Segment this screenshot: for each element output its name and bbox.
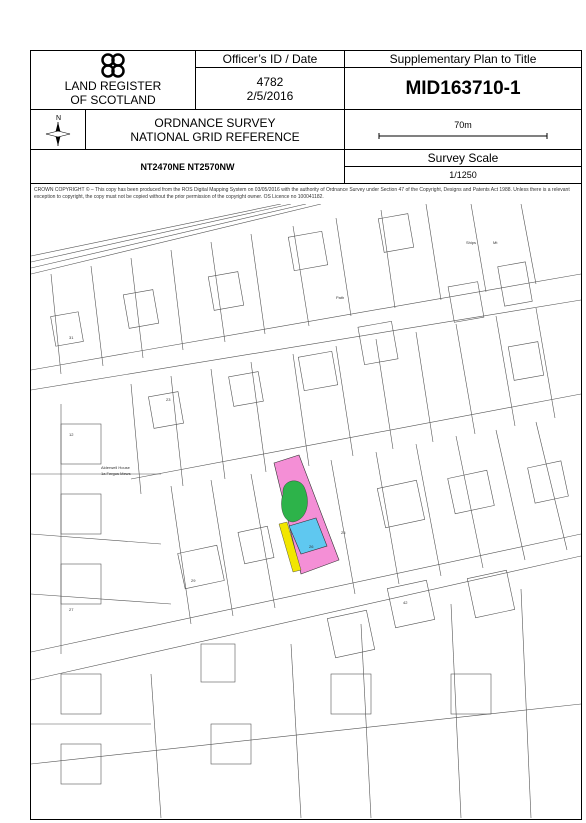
- grid-references: NT2470NE NT2570NW: [30, 149, 345, 184]
- survey-scale: 1/1250: [344, 166, 582, 184]
- os-line1: ORDNANCE SURVEY: [154, 115, 276, 130]
- lower-road-edge-2: [31, 556, 581, 680]
- org-name-line1: LAND REGISTER: [64, 79, 162, 93]
- upper-road-edge-2: [31, 300, 581, 390]
- title-block: [30, 50, 582, 184]
- north-arrow-icon: [43, 113, 73, 147]
- os-line2: NATIONAL GRID REFERENCE: [130, 129, 300, 144]
- map-label: 26: [309, 544, 314, 549]
- map-labels: [69, 240, 498, 612]
- building-outline: [61, 424, 101, 464]
- ordnance-survey-map: [31, 204, 581, 818]
- land-register-logo-cell: [30, 50, 196, 110]
- scale-bar: [378, 132, 548, 140]
- map-label: 42: [403, 600, 408, 605]
- plan-label: Supplementary Plan to Title: [344, 50, 582, 68]
- map-label: Mt: [493, 240, 498, 245]
- tree-area: [281, 481, 307, 522]
- officer-cell: [195, 67, 345, 110]
- map-label: 29: [191, 578, 196, 583]
- officer-date: 2/5/2016: [246, 88, 294, 103]
- map-label: 31: [69, 335, 74, 340]
- map-label: 1a Fergus Mews: [101, 471, 131, 476]
- land-register-logo-icon: [98, 53, 128, 79]
- map-label: Path: [336, 295, 345, 300]
- os-ref-cell: [85, 109, 345, 150]
- survey-scale-label: Survey Scale: [344, 149, 582, 167]
- officer-id: 4782: [256, 74, 284, 89]
- map-label: 25: [341, 530, 346, 535]
- map-label: 23: [166, 397, 171, 402]
- map-label: Ships: [466, 240, 477, 245]
- org-name-line2: OF SCOTLAND: [70, 93, 156, 107]
- map-label: Alderwell House: [101, 465, 130, 470]
- map-label: 12: [69, 432, 74, 437]
- officer-label: Officer’s ID / Date: [195, 50, 345, 68]
- north-arrow-cell: [30, 109, 86, 150]
- svg-text:N: N: [56, 114, 62, 122]
- map-label: 27: [69, 607, 74, 612]
- title-number: MID163710-1: [344, 67, 582, 110]
- copyright-notice: CROWN COPYRIGHT © – This copy has been produced from the ROS Digital Mapping System on 03/05/2016 with the authority of Ordnance Survey under Section 47 of the Copyright, Designs and Patents Act 1988. Unless there is a relevant exception to copyright, the copy must not be copied without the prior permission of the copyright owner. OS Licence no 100041182.: [34, 187, 570, 200]
- railway-line: [31, 204, 281, 256]
- scale-bar-cell: [344, 109, 582, 150]
- scale-bar-label: 70m: [454, 119, 472, 130]
